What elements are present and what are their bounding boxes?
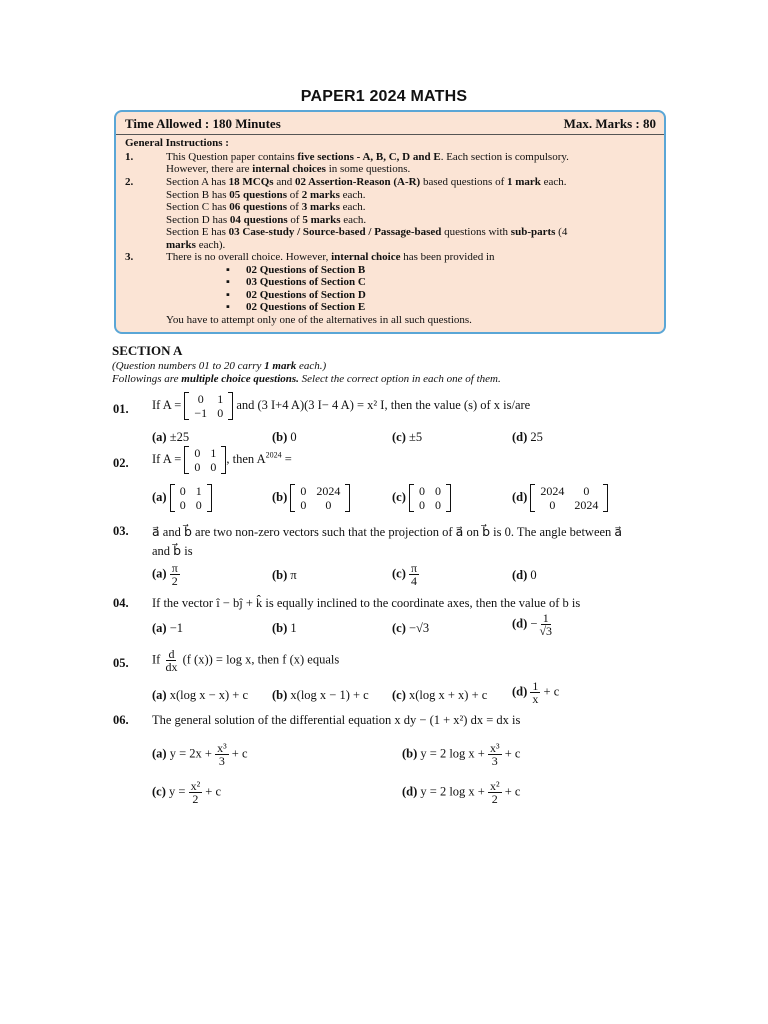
matrix-cell: 0 <box>197 392 204 406</box>
denominator: 2 <box>171 574 178 588</box>
option-label: (d) <box>512 616 528 631</box>
option-c[interactable] <box>392 688 487 703</box>
instructions-heading: General Instructions : <box>125 137 229 149</box>
option-b[interactable] <box>272 484 350 512</box>
text: each.) <box>296 360 327 372</box>
matrix <box>290 484 350 512</box>
option-d[interactable] <box>512 612 554 637</box>
text: (f (x)) = log x, then f (x) equals <box>182 652 340 667</box>
option-c[interactable] <box>152 780 221 805</box>
fraction <box>409 562 419 587</box>
question-text <box>152 446 292 474</box>
text: , then A <box>226 451 266 466</box>
bold-text: 04 questions <box>229 213 288 226</box>
text: If A = <box>152 451 182 466</box>
bold-text: 1 mark <box>506 176 541 188</box>
option-d[interactable] <box>402 780 520 805</box>
option-label: (b) <box>272 688 288 702</box>
numerator: 1 <box>542 611 549 625</box>
matrix-cell: 1 <box>210 446 217 460</box>
text: of <box>287 213 303 226</box>
matrix-cell: 0 <box>194 446 201 460</box>
text: of <box>287 201 302 213</box>
denominator: √3 <box>539 624 553 638</box>
option-label: (a) <box>152 430 167 444</box>
fraction <box>189 780 203 805</box>
option-label: (a) <box>152 621 167 635</box>
option-value: −√3 <box>409 621 430 635</box>
option-b[interactable] <box>272 430 297 445</box>
text: + c <box>205 784 222 799</box>
matrix-cell: 0 <box>300 498 307 512</box>
question-number: 03. <box>113 524 129 538</box>
text: If <box>152 652 161 667</box>
matrix-cell: −1 <box>194 406 208 420</box>
instruction-number: 3. <box>125 251 134 263</box>
instruction-number: 2. <box>125 176 134 188</box>
question-number: 01. <box>113 402 129 416</box>
matrix-cell: 0 <box>217 406 224 420</box>
bold-text: 02 Assertion-Reason (A-R) <box>294 176 421 188</box>
option-c[interactable] <box>392 430 422 445</box>
matrix <box>184 392 233 420</box>
instruction-line <box>166 201 366 214</box>
option-label: (c) <box>392 489 406 504</box>
matrix-cell: 0 <box>435 498 441 512</box>
question-number: 05. <box>113 656 129 670</box>
text: and (3 I+4 A)(3 I− 4 A) = x² I, then the value (s) of x is/are <box>236 397 531 412</box>
text: Select the correct option in each one of them. <box>298 373 501 385</box>
question-text: The general solution of the differential equation x dy − (1 + x²) dx = dx is <box>152 713 521 727</box>
option-a[interactable] <box>152 621 183 636</box>
matrix-cell: 0 <box>583 484 590 498</box>
option-label: (c) <box>392 566 406 581</box>
matrix <box>409 484 451 512</box>
option-label: (b) <box>402 746 418 761</box>
numerator: π <box>411 561 418 575</box>
matrix-cell: 0 <box>419 484 425 498</box>
option-d[interactable] <box>512 680 559 705</box>
instruction-line <box>166 226 567 239</box>
bullet-item: ▪ 02 Questions of Section E <box>226 301 365 313</box>
text: y = <box>169 784 186 799</box>
bold-text: 06 questions <box>229 201 288 213</box>
denominator: 3 <box>491 754 498 768</box>
fraction <box>530 680 540 705</box>
option-value: x(log x − x) + c <box>169 688 249 702</box>
fraction <box>537 612 554 637</box>
option-label: (b) <box>272 489 288 504</box>
option-label: (d) <box>512 430 528 444</box>
sign: − <box>530 616 538 631</box>
text: y = 2 log x + <box>420 784 485 799</box>
instruction-line <box>166 214 366 227</box>
text: Followings are <box>112 373 182 385</box>
bold-text: 05 questions <box>229 188 288 201</box>
matrix <box>184 446 226 474</box>
fraction <box>163 648 179 673</box>
text: Section A has <box>166 176 229 188</box>
option-d[interactable] <box>512 430 543 445</box>
option-b[interactable] <box>272 621 297 636</box>
text: (4 <box>555 226 568 238</box>
denominator: 2 <box>491 792 498 806</box>
option-value: 0 <box>530 568 537 582</box>
matrix <box>530 484 608 512</box>
bold-text: 18 MCQs <box>228 176 274 188</box>
text: + c <box>504 746 521 761</box>
option-value: 25 <box>530 430 543 444</box>
option-d[interactable] <box>512 484 608 512</box>
option-label: (d) <box>512 568 528 582</box>
matrix-cell: 0 <box>419 498 425 512</box>
bold-text: internal choices <box>252 163 326 175</box>
text: has been provided in <box>400 251 495 263</box>
text: in some questions. <box>325 163 411 175</box>
option-label: (c) <box>392 430 406 444</box>
option-label: (a) <box>152 566 167 581</box>
section-note <box>112 360 326 372</box>
matrix-cell: 0 <box>195 498 202 512</box>
option-c[interactable] <box>392 621 429 636</box>
option-label: (b) <box>272 621 288 635</box>
option-label: (b) <box>272 568 288 582</box>
max-marks: Max. Marks : 80 <box>563 116 656 131</box>
denominator: 2 <box>192 792 199 806</box>
option-a[interactable] <box>152 430 189 445</box>
matrix-cell: 0 <box>435 484 441 498</box>
matrix-cell: 0 <box>194 460 201 474</box>
text: = <box>281 451 292 466</box>
matrix <box>170 484 212 512</box>
option-value: π <box>290 568 297 582</box>
bold-text: marks <box>166 238 196 251</box>
instruction-line <box>166 163 410 176</box>
bold-text: multiple choice questions. <box>181 373 299 385</box>
bold-text: 1 mark <box>264 360 297 372</box>
matrix-cell: 2024 <box>574 498 599 512</box>
option-label: (c) <box>392 621 406 635</box>
fraction <box>215 742 229 767</box>
question-text <box>152 648 339 673</box>
numerator: π <box>171 561 178 575</box>
instruction-line <box>166 239 225 252</box>
option-label: (b) <box>272 430 288 444</box>
text: questions with <box>441 226 511 238</box>
matrix-cell: 1 <box>217 392 224 406</box>
instruction-line <box>166 251 495 264</box>
question-number: 04. <box>113 596 129 610</box>
matrix-cell: 0 <box>179 484 186 498</box>
instructions-box <box>114 110 666 334</box>
option-value: 0 <box>290 430 297 444</box>
option-label: (a) <box>152 746 167 761</box>
bold-text: sub-parts <box>510 226 556 238</box>
numerator: x² <box>190 779 201 793</box>
option-label: (a) <box>152 688 167 702</box>
option-d[interactable] <box>512 568 537 583</box>
option-label: (d) <box>402 784 418 799</box>
question-number: 02. <box>113 456 129 470</box>
bold-text: 03 Case-study / Source-based / Passage-based <box>228 226 442 238</box>
numerator: x² <box>489 779 500 793</box>
bullet-item: ▪ 02 Questions of Section D <box>226 289 366 301</box>
option-c[interactable] <box>392 562 419 587</box>
instruction-line: You have to attempt only one of the alternatives in all such questions. <box>166 314 472 326</box>
matrix-cell: 2024 <box>540 484 565 498</box>
bold-text: five sections - A, B, C, D and E <box>297 151 441 163</box>
text: each. <box>339 188 366 201</box>
option-a[interactable] <box>152 484 212 512</box>
text: + c <box>231 746 248 761</box>
exponent: 2024 <box>265 450 282 460</box>
option-label: (a) <box>152 489 167 504</box>
option-label: (d) <box>512 489 528 504</box>
option-value: −1 <box>169 621 184 635</box>
matrix-cell: 0 <box>325 498 332 512</box>
text: y = 2 log x + <box>420 746 485 761</box>
text: Section E has <box>166 226 229 238</box>
option-a[interactable] <box>152 742 248 767</box>
bullet-item: ▪ 02 Questions of Section B <box>226 264 365 276</box>
page-title: PAPER1 2024 MATHS <box>300 88 468 105</box>
matrix-cell: 0 <box>300 484 307 498</box>
time-allowed: Time Allowed : 180 Minutes <box>125 116 281 131</box>
bold-text: 3 marks <box>301 201 340 213</box>
text: and <box>273 176 295 188</box>
matrix-cell: 0 <box>549 498 556 512</box>
numerator: d <box>168 647 175 661</box>
instruction-line <box>166 189 366 202</box>
text: Section B has <box>166 188 230 201</box>
instruction-line <box>166 176 567 189</box>
option-value: x(log x + x) + c <box>409 688 488 702</box>
option-b[interactable] <box>272 688 369 703</box>
bold-text: internal choice <box>331 251 401 263</box>
matrix-cell: 0 <box>210 460 217 474</box>
numerator: 1 <box>532 679 539 693</box>
text: . Each section is compulsory. <box>440 151 569 163</box>
text: If A = <box>152 397 182 412</box>
instruction-line <box>166 151 569 164</box>
numerator: x³ <box>217 741 227 755</box>
matrix-cell: 2024 <box>316 484 341 498</box>
text: + c <box>504 784 521 799</box>
denominator: dx <box>165 660 178 674</box>
option-label: (c) <box>392 688 406 702</box>
fraction <box>488 780 502 805</box>
fraction <box>488 742 502 767</box>
text: each). <box>195 238 226 251</box>
matrix-cell: 1 <box>195 484 202 498</box>
option-value: 1 <box>290 621 297 635</box>
question-text: If the vector î − bĵ + k̂ is equally inclined to the coordinate axes, then the value of b is <box>152 596 581 610</box>
bold-text: 5 marks <box>302 213 341 226</box>
option-value: x(log x − 1) + c <box>290 688 369 702</box>
question-number: 06. <box>113 713 129 727</box>
text: However, there are <box>166 163 253 175</box>
text: There is no overall choice. However, <box>166 251 332 263</box>
text: Section C has <box>166 201 230 213</box>
denominator: x <box>532 692 539 706</box>
box-header <box>116 112 664 135</box>
option-a[interactable] <box>152 688 248 703</box>
option-label: (d) <box>512 684 528 699</box>
text: each. <box>339 201 366 213</box>
option-value: ±5 <box>409 430 423 444</box>
matrix-cell: 0 <box>179 498 186 512</box>
question-text <box>152 392 530 420</box>
denominator: 4 <box>411 574 418 588</box>
denominator: 3 <box>218 754 225 768</box>
text: Section D has <box>166 213 230 226</box>
option-label: (c) <box>152 784 166 799</box>
option-a[interactable] <box>152 562 180 587</box>
option-b[interactable] <box>272 568 297 583</box>
fraction <box>170 562 180 587</box>
instruction-number: 1. <box>125 151 134 163</box>
option-c[interactable] <box>392 484 451 512</box>
bold-text: 2 marks <box>301 188 340 201</box>
bullet-item: ▪ 03 Questions of Section C <box>226 276 366 288</box>
text: each. <box>340 213 367 226</box>
text: of <box>287 188 302 201</box>
option-b[interactable] <box>402 742 520 767</box>
section-title: SECTION A <box>112 343 183 358</box>
question-text: a⃗ and b⃗ are two non-zero vectors such that the projection of a⃗ on b⃗ is 0. The angle between a⃗ <box>152 525 623 539</box>
text: each. <box>540 176 567 188</box>
option-value: ±25 <box>169 430 190 444</box>
text: This Question paper contains <box>166 151 298 163</box>
numerator: x³ <box>489 741 500 755</box>
text: y = 2x + <box>169 746 212 761</box>
text: (Question numbers 01 to 20 carry <box>112 360 265 372</box>
text: + c <box>543 684 560 699</box>
question-text: and b⃗ is <box>152 544 193 558</box>
section-note <box>112 373 501 385</box>
text: based questions of <box>420 176 507 188</box>
